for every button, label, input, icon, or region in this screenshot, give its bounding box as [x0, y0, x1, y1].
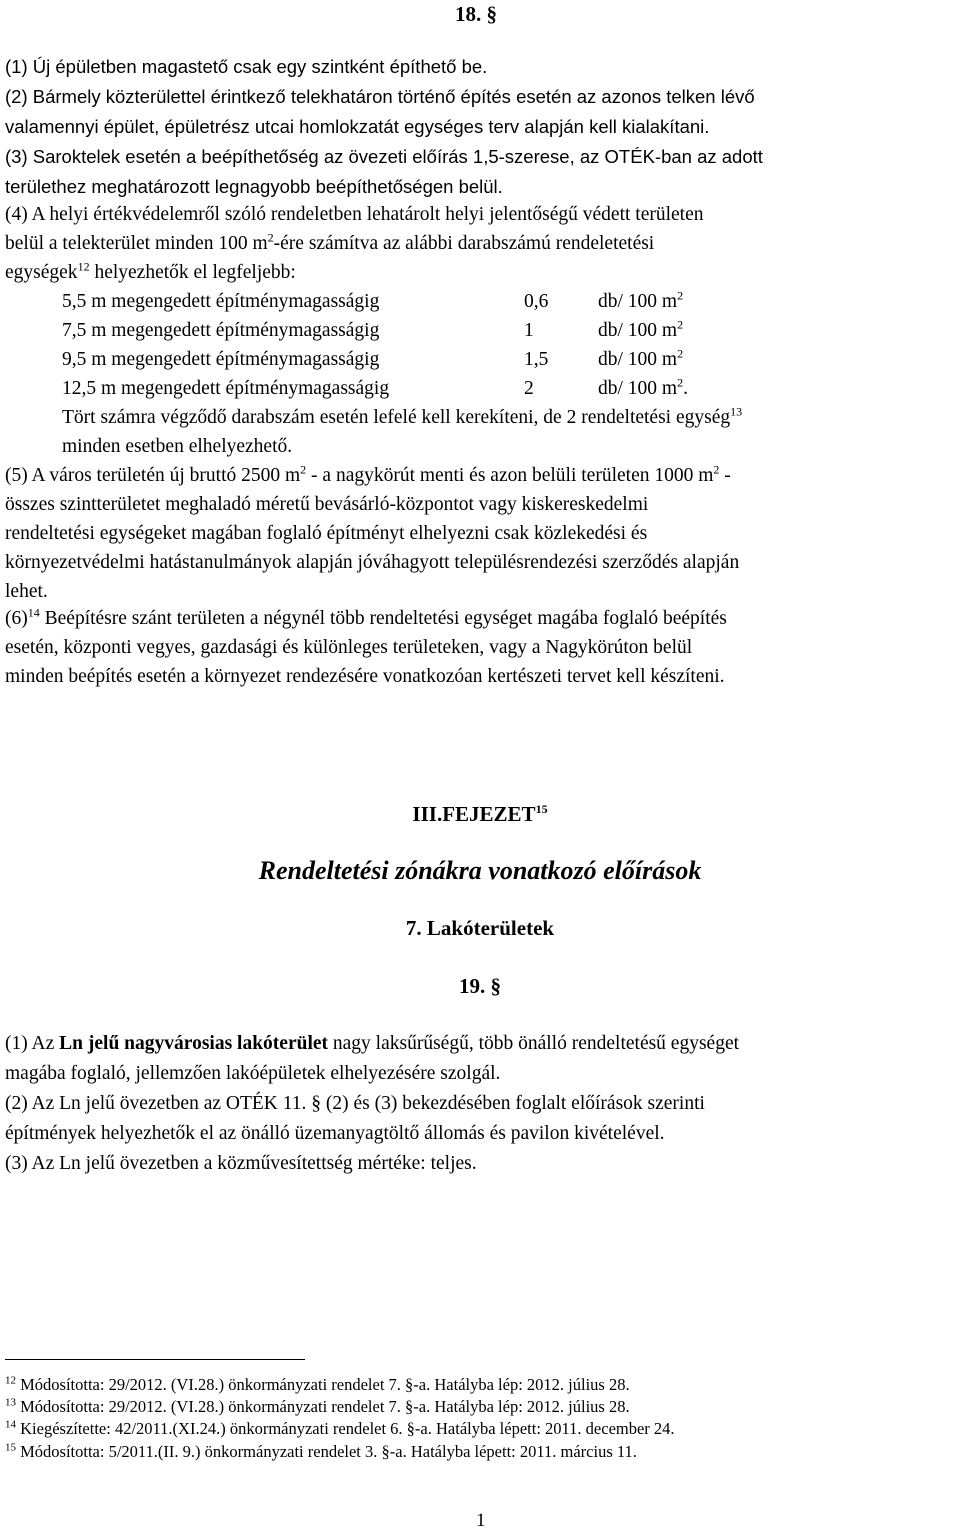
footnote: $^{13}$ Módosította: 29/2012. (VI.28.) önkormányzati rendelet 7. §-a. Hatályba lép: 2012. július 28. [5, 1396, 630, 1416]
paragraph-6-line-3: minden beépítés esetén a környezet rendezésére vonatkozóan kertészeti tervet kell készíteni. [5, 666, 725, 687]
page-number: 1 [476, 1510, 486, 1531]
section-19-paragraph-3: (3) Az Ln jelű övezetben a közművesítettség mértéke: teljes. [5, 1153, 477, 1174]
section-heading-19: 19. § [459, 974, 501, 998]
paragraph-5-line-4: környezetvédelmi hatástanulmányok alapján jóváhagyott településrendezési szerződés alapján [5, 552, 740, 573]
section-19-paragraph-1-line-2: magába foglaló, jellemzően lakóépületek elhelyezésére szolgál. [5, 1063, 501, 1084]
chapter-heading: III.FEJEZET$^{15}$ [412, 802, 548, 826]
paragraph-5-line-3: rendeltetési egységeket magában foglaló építményt elhelyezni csak közlekedési és [5, 523, 648, 544]
subsection-heading: 7. Lakóterületek [405, 916, 555, 940]
paragraph-5-line-1: (5) A város területén új bruttó 2500 $m^2$ - a nagykörút menti és azon belüli területen 1000 $m^2$ - [5, 462, 731, 486]
rounding-note-line-1: Tört számra végződő darabszám esetén lefelé kell kerekíteni, de 2 rendeltetési egység$^{13}$ [62, 404, 743, 428]
paragraph-4-line-1: (4) A helyi értékvédelemről szóló rendeletben lehatárolt helyi jelentőségű védett területen [5, 204, 704, 225]
paragraph-5-line-2: összes szintterületet meghaladó méretű bevásárló-központot vagy kiskereskedelmi [5, 494, 649, 515]
paragraph-4-line-3: egységek$^{12}$ helyezhetők el legfeljebb: [5, 259, 296, 283]
document-page: 18. § (1) Új épületben magastető csak egy szintként építhető be. (2) Bármely közterülettel érintkező telekhatáron történő építés esetén az azonos telken lévő valamennyi épület, épületrész utcai homlokzatát egységes terv alapján kell kialakítani. (3) Saroktelek esetén a beépíthetőség az övezeti előírás 1,5-szerese, az OTÉK-ban az adott területhez meghatározott legnagyobb beépíthetőségen belül. (4) A helyi értékvédelemről szóló rendeletben lehatárolt helyi jelentőségű védett területen belül a telekterület minden 100 $m^2$-ére számítva az alábbi darabszámú rendeletetési egységek$^{12}$ helyezhetők el legfeljebb: 5,5 m megengedett építménymagasságig 0,6 db/ 100 $m^2$ 7,5 m megengedett építménymagasságig 1 db/ 100 $m^2$ 9,5 m megengedett építménymagasságig 1,5 db/ 100 $m^2$ 12,5 m megengedett építménymagasságig 2 db/ 100 $m^2$. Tört számra végződő darabszám esetén lefelé kell kerekíteni, de 2 rendeltetési egység$^{13}$ minden esetben elhelyezhető. (5) A város területén új bruttó 2500 $m^2$ - a nagykörút menti és azon belüli területen 1000 $m^2$ - összes szintterületet meghaladó méretű bevásárló-központot vagy kiskereskedelmi rendeltetési egységeket magában foglaló építményt elhelyezni csak közlekedési és környezetvédelmi hatástanulmányok alapján jóváhagyott településrendezési szerződés alapján lehet. $(6)^{14}$ Beépítésre szánt területen a négynél több rendeltetési egységet magába foglaló beépítés esetén, központi vegyes, gazdasági és különleges területeken, vagy a Nagykörúton belül minden beépítés esetén a környezet rendezésére vonatkozóan kertészeti tervet kell készíteni. III.FEJEZET$^{15}$ Rendeltetési zónákra vonatkozó előírások 7. Lakóterületek 19. § (1) Az Ln jelű nagyvárosias lakóterület nagy laksűrűségű, több önálló rendeltetésű egységet magába foglaló, jellemzően lakóépületek elhelyezésére szolgál. (2) Az Ln jelű övezetben az OTÉK 11. § (2) és (3) bekezdésében foglalt előírások szerinti építmények helyezhetők el az önálló üzemanyagtöltő állomás és pavilon kivételével. (3) Az Ln jelű övezetben a közművesítettség mértéke: teljes. $^{12}$ Módosította: 29/2012. (VI.28.) önkormányzati rendelet 7. §-a. Hatályba lép: 2012. július 28. $^{13}$ Módosította: 29/2012. (VI.28.) önkormányzati rendelet 7. §-a. Hatályba lép: 2012. július 28. $^{14}$ Kiegészítette: 42/2011.(XI.24.) önkormányzati rendelet 6. §-a. Hatályba lépett: 2011. december 24. $^{15}$ Módosította: 5/2011.(II. 9.) önkormányzati rendelet 3. §-a. Hatályba lépett: 2011. március 11. 1 [0, 0, 960, 1537]
section-19-paragraph-2-line-2: építmények helyezhetők el az önálló üzemanyagtöltő állomás és pavilon kivételével. [5, 1123, 665, 1144]
paragraph-3-line-2: területhez meghatározott legnagyobb beépíthetőségen belül. [5, 176, 503, 197]
paragraph-6-line-1: $(6)^{14}$ Beépítésre szánt területen a négynél több rendeltetési egységet magába foglaló beépítés [5, 605, 727, 629]
paragraph-4-line-2: belül a telekterület minden 100 $m^2$-ére számítva az alábbi darabszámú rendeletetési [5, 230, 655, 254]
section-19-paragraph-2-line-1: (2) Az Ln jelű övezetben az OTÉK 11. § (2) és (3) bekezdésében foglalt előírások szerinti [5, 1093, 705, 1114]
footnote-separator [5, 1359, 305, 1360]
footnote: $^{14}$ Kiegészítette: 42/2011.(XI.24.) önkormányzati rendelet 6. §-a. Hatályba lépett: 2011. december 24. [5, 1418, 675, 1438]
paragraph-3-line-1: (3) Saroktelek esetén a beépíthetőség az övezeti előírás 1,5-szerese, az OTÉK-ban az adott [5, 146, 763, 167]
rounding-note-line-2: minden esetben elhelyezhető. [62, 436, 293, 457]
paragraph-2-line-1: (2) Bármely közterülettel érintkező telekhatáron történő építés esetén az azonos telken lévő [5, 86, 755, 107]
footnote: $^{15}$ Módosította: 5/2011.(II. 9.) önkormányzati rendelet 3. §-a. Hatályba lépett: 2011. március 11. [5, 1441, 637, 1461]
paragraph-5-line-5: lehet. [5, 581, 48, 602]
footnote: $^{12}$ Módosította: 29/2012. (VI.28.) önkormányzati rendelet 7. §-a. Hatályba lép: 2012. július 28. [5, 1374, 630, 1394]
chapter-title: Rendeltetési zónákra vonatkozó előírások [258, 856, 702, 885]
paragraph-2-line-2: valamennyi épület, épületrész utcai homlokzatát egységes terv alapján kell kialakítani. [5, 116, 710, 137]
section-heading-18: 18. § [455, 2, 497, 26]
section-19-paragraph-1-line-1: (1) Az Ln jelű nagyvárosias lakóterület nagy laksűrűségű, több önálló rendeltetésű egységet [5, 1033, 740, 1054]
paragraph-6-line-2: esetén, központi vegyes, gazdasági és különleges területeken, vagy a Nagykörúton belül [5, 637, 693, 658]
paragraph-1: (1) Új épületben magastető csak egy szintként építhető be. [5, 56, 488, 77]
